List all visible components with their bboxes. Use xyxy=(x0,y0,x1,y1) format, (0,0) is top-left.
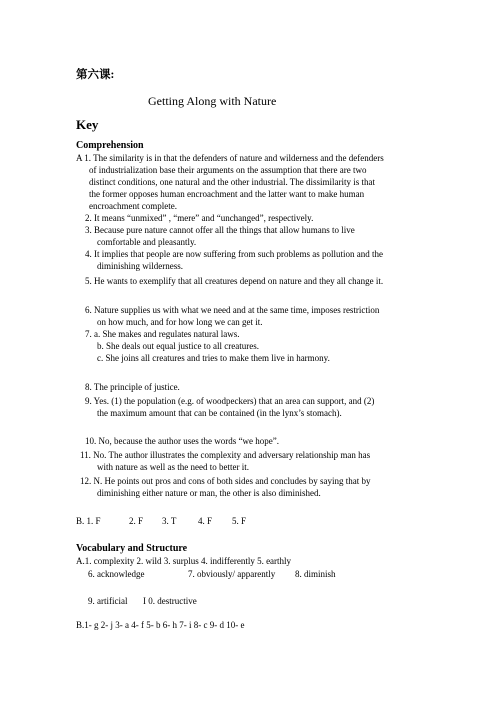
answer-line: b. She deals out equal justice to all creatures. xyxy=(97,341,259,351)
answer-line: distinct conditions, one natural and the other industrial. The dissimilarity is that xyxy=(89,177,376,187)
answer-line: of industrialization base their arguments on the assumption that there are two xyxy=(89,165,367,175)
key-heading: Key xyxy=(76,117,99,132)
answer-line: with nature as well as the need to better it. xyxy=(97,462,249,472)
answer-line: 2. It means “unmixed” , “mere” and “unchanged”, respectively. xyxy=(85,213,314,223)
lesson-heading: 第六课: xyxy=(76,69,115,81)
answer-line: diminishing wilderness. xyxy=(97,261,183,271)
vocabulary-line: 6. acknowledge xyxy=(88,569,145,579)
true-false-answer: B. 1. F xyxy=(76,516,101,526)
vocabulary-line: 7. obviously/ apparently xyxy=(188,569,276,579)
answer-line: comfortable and pleasantly. xyxy=(97,237,197,247)
answer-line: c. She joins all creatures and tries to make them live in harmony. xyxy=(97,353,330,363)
comprehension-heading: Comprehension xyxy=(76,140,144,151)
true-false-answer: 5. F xyxy=(232,516,247,526)
page-title: Getting Along with Nature xyxy=(148,94,277,108)
answer-line: 9. Yes. (1) the population (e.g. of woodpeckers) that an area can support, and (2) xyxy=(85,396,375,406)
vocabulary-line: I 0. destructive xyxy=(143,596,197,606)
vocabulary-line: 8. diminish xyxy=(295,569,336,579)
answer-line: A 1. The similarity is in that the defenders of nature and wilderness and the defenders xyxy=(76,153,384,163)
vocabulary-line: 9. artificial xyxy=(88,596,128,606)
answer-line: the former opposes human encroachment and the latter want to make human xyxy=(89,189,365,199)
answer-line: the maximum amount that can be contained (in the lynx’s stomach). xyxy=(97,408,342,418)
answer-line: 5. He wants to exemplify that all creatures depend on nature and they all change it. xyxy=(85,276,384,286)
true-false-answer: 4. F xyxy=(198,516,213,526)
answer-line: 6. Nature supplies us with what we need and at the same time, imposes restriction xyxy=(85,305,380,315)
answer-line: encroachment complete. xyxy=(89,201,177,211)
vocabulary-line: A.1. complexity 2. wild 3. surplus 4. indifferently 5. earthly xyxy=(76,556,292,566)
answer-line: 7. a. She makes and regulates natural laws. xyxy=(85,329,240,339)
answer-line: 11. No. The author illustrates the complexity and adversary relationship man has xyxy=(80,450,371,460)
true-false-answer: 3. T xyxy=(162,516,177,526)
answer-line: 8. The principle of justice. xyxy=(85,382,180,392)
vocabulary-heading: Vocabulary and Structure xyxy=(76,543,188,554)
true-false-answer: 2. F xyxy=(129,516,144,526)
answer-line: diminishing either nature or man, the other is also diminished. xyxy=(97,488,321,498)
answer-line: 12. N. He points out pros and cons of both sides and concludes by saying that by xyxy=(80,476,371,486)
answer-line: 3. Because pure nature cannot offer all the things that allow humans to live xyxy=(85,225,355,235)
answer-line: 4. It implies that people are now suffering from such problems as pollution and the xyxy=(85,249,384,259)
answer-line: 10. No, because the author uses the words “we hope”. xyxy=(85,436,279,446)
answer-line: on how much, and for how long we can get it. xyxy=(97,317,263,327)
vocabulary-line: B.1- g 2- j 3- a 4- f 5- b 6- h 7- i 8- c 9- d 10- e xyxy=(76,620,245,630)
